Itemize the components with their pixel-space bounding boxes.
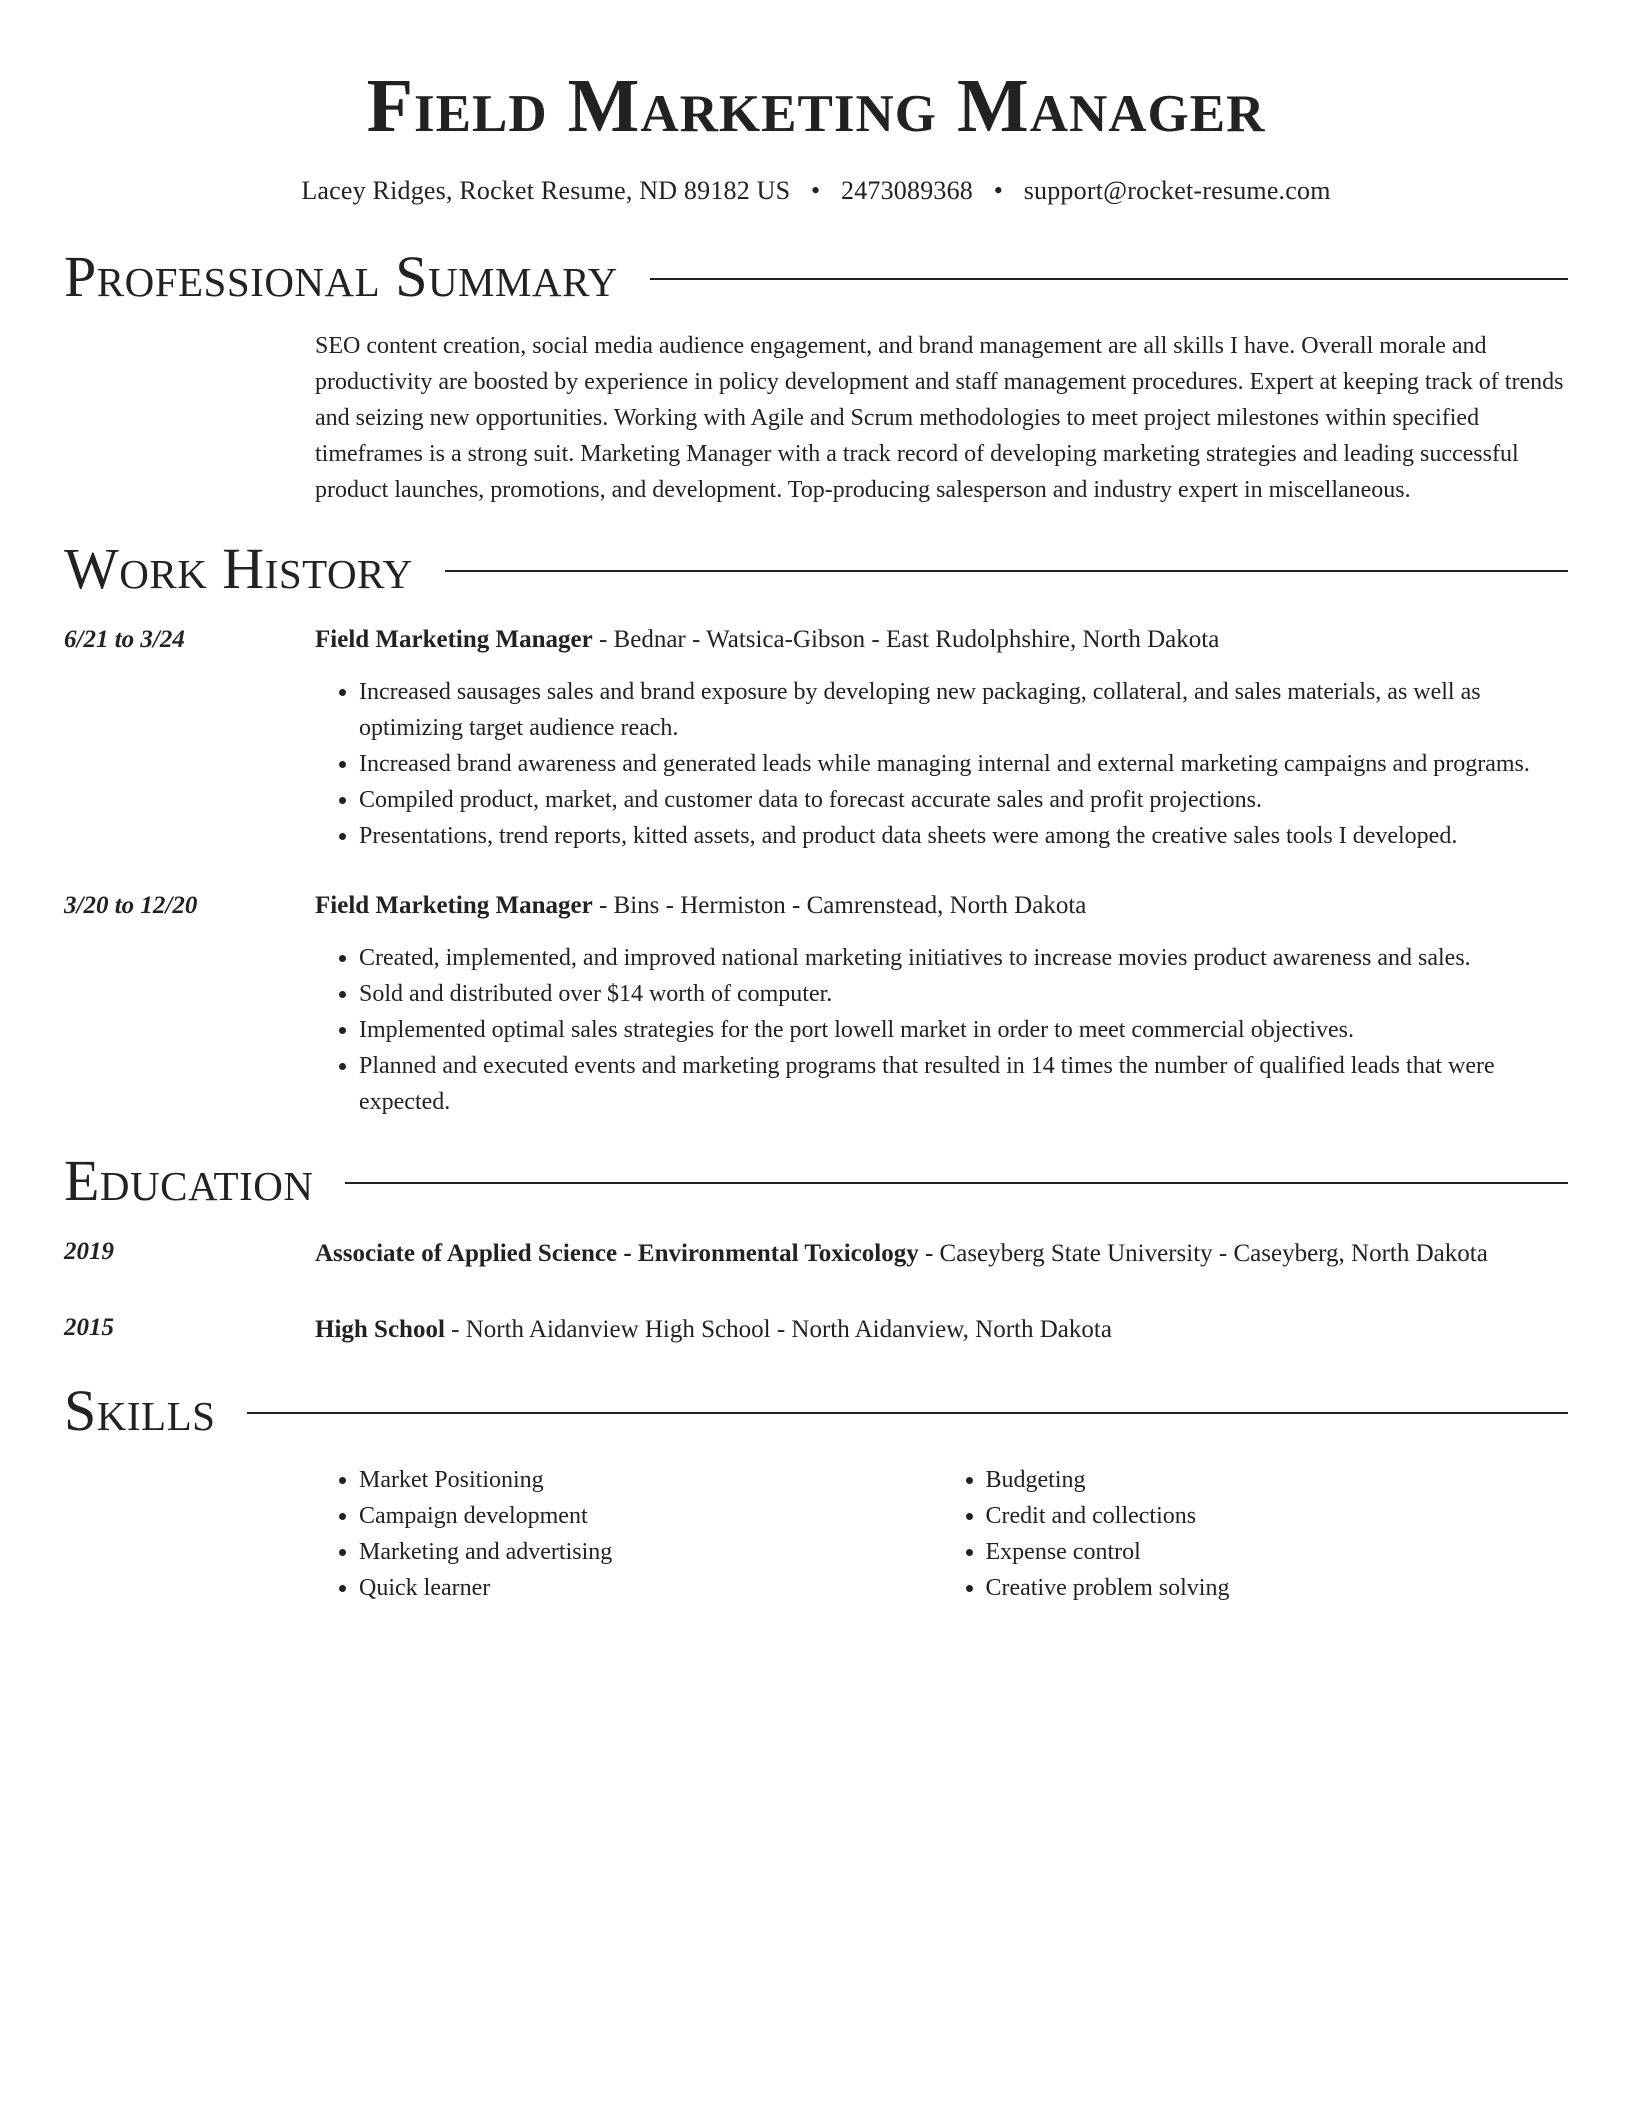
list-item: • Presentations, trend reports, kitted assets, and product data sheets were among the creative sales tools I developed. xyxy=(359,818,1568,854)
education-section-header xyxy=(64,1146,1568,1216)
section-heading: Work History xyxy=(64,536,413,601)
skills-list xyxy=(315,1462,1568,1606)
summary-section-header xyxy=(64,242,1568,312)
section-divider xyxy=(650,278,1568,280)
job-heading xyxy=(315,622,1568,658)
list-item: • Implemented optimal sales strategies for the port lowell market in order to meet commercial objectives. xyxy=(359,1012,1568,1048)
education-heading xyxy=(315,1310,1568,1350)
summary-text: SEO content creation, social media audience engagement, and brand management are all skills I have. Overall morale and productivity are boosted by experience in policy development and staff management procedures. Expert at keeping track of trends and seizing new opportunities. Working with Agile and Scrum methodologies to meet project milestones within specified timeframes is a strong suit. Marketing Manager with a track record of developing marketing strategies and leading successful product launches, promotions, and development. Top-producing salesperson and industry expert in miscellaneous. xyxy=(315,333,1564,503)
skill-item: • Campaign development xyxy=(359,1498,942,1534)
education-entry xyxy=(64,1234,1568,1274)
skill-item: • Marketing and advertising xyxy=(359,1534,942,1570)
skills-column-left xyxy=(315,1462,942,1606)
job-title: Field Marketing Manager xyxy=(315,626,593,653)
list-item: • Compiled product, market, and customer data to forecast accurate sales and profit projections. xyxy=(359,782,1568,818)
contact-address: Lacey Ridges, Rocket Resume, ND 89182 US xyxy=(301,176,791,205)
list-item: • Sold and distributed over $14 worth of computer. xyxy=(359,976,1568,1012)
skill-item: • Budgeting xyxy=(986,1462,1569,1498)
job-bullets xyxy=(315,674,1568,854)
contact-email: support@rocket-resume.com xyxy=(1023,176,1331,205)
job-bullets xyxy=(315,940,1568,1120)
education-school: - North Aidanview High School - North Aidanview, North Dakota xyxy=(444,1316,1112,1343)
resume-title: Field Marketing Manager xyxy=(366,64,1266,148)
skill-item: • Market Positioning xyxy=(359,1462,942,1498)
list-item: • Increased brand awareness and generated leads while managing internal and external marketing campaigns and programs. xyxy=(359,746,1568,782)
skill-item: • Creative problem solving xyxy=(986,1570,1569,1606)
contact-phone: 2473089368 xyxy=(841,176,973,205)
education-entry xyxy=(64,1310,1568,1350)
job-title: Field Marketing Manager xyxy=(315,892,593,919)
job-employer: - Bednar - Watsica-Gibson - East Rudolphshire, North Dakota xyxy=(592,626,1220,653)
section-heading: Skills xyxy=(64,1378,216,1443)
section-heading: Professional Summary xyxy=(64,244,618,309)
education-year: 2015 xyxy=(64,1314,114,1341)
job-entry xyxy=(64,622,1568,854)
job-employer: - Bins - Hermiston - Camrenstead, North Dakota xyxy=(592,892,1087,919)
job-entry xyxy=(64,888,1568,1120)
contact-line xyxy=(64,174,1568,208)
skill-item: • Credit and collections xyxy=(986,1498,1569,1534)
education-year: 2019 xyxy=(64,1238,114,1265)
contact-separator: • xyxy=(993,176,1004,205)
list-item: • Increased sausages sales and brand exposure by developing new packaging, collateral, and sales materials, as well as optimizing target audience reach. xyxy=(359,674,1568,746)
section-divider xyxy=(445,570,1568,572)
skill-item: • Quick learner xyxy=(359,1570,942,1606)
contact-separator: • xyxy=(810,176,821,205)
job-heading xyxy=(315,888,1568,924)
job-dates: 3/20 to 12/20 xyxy=(64,892,198,919)
section-heading: Education xyxy=(64,1148,314,1213)
list-item: • Created, implemented, and improved national marketing initiatives to increase movies product awareness and sales. xyxy=(359,940,1568,976)
education-heading xyxy=(315,1234,1568,1274)
education-degree: High School xyxy=(315,1316,445,1343)
education-degree: Associate of Applied Science - Environmental Toxicology xyxy=(315,1240,919,1267)
skill-item: • Expense control xyxy=(986,1534,1569,1570)
section-divider xyxy=(345,1182,1568,1184)
resume-page xyxy=(64,60,1568,1606)
education-school: - Caseyberg State University - Caseyberg, North Dakota xyxy=(918,1240,1488,1267)
skills-column-right xyxy=(942,1462,1569,1606)
job-dates: 6/21 to 3/24 xyxy=(64,626,185,653)
list-item: • Planned and executed events and marketing programs that resulted in 14 times the number of qualified leads that were expected. xyxy=(359,1048,1568,1120)
skills-section-header xyxy=(64,1376,1568,1446)
section-divider xyxy=(247,1412,1568,1414)
work-section-header xyxy=(64,534,1568,604)
